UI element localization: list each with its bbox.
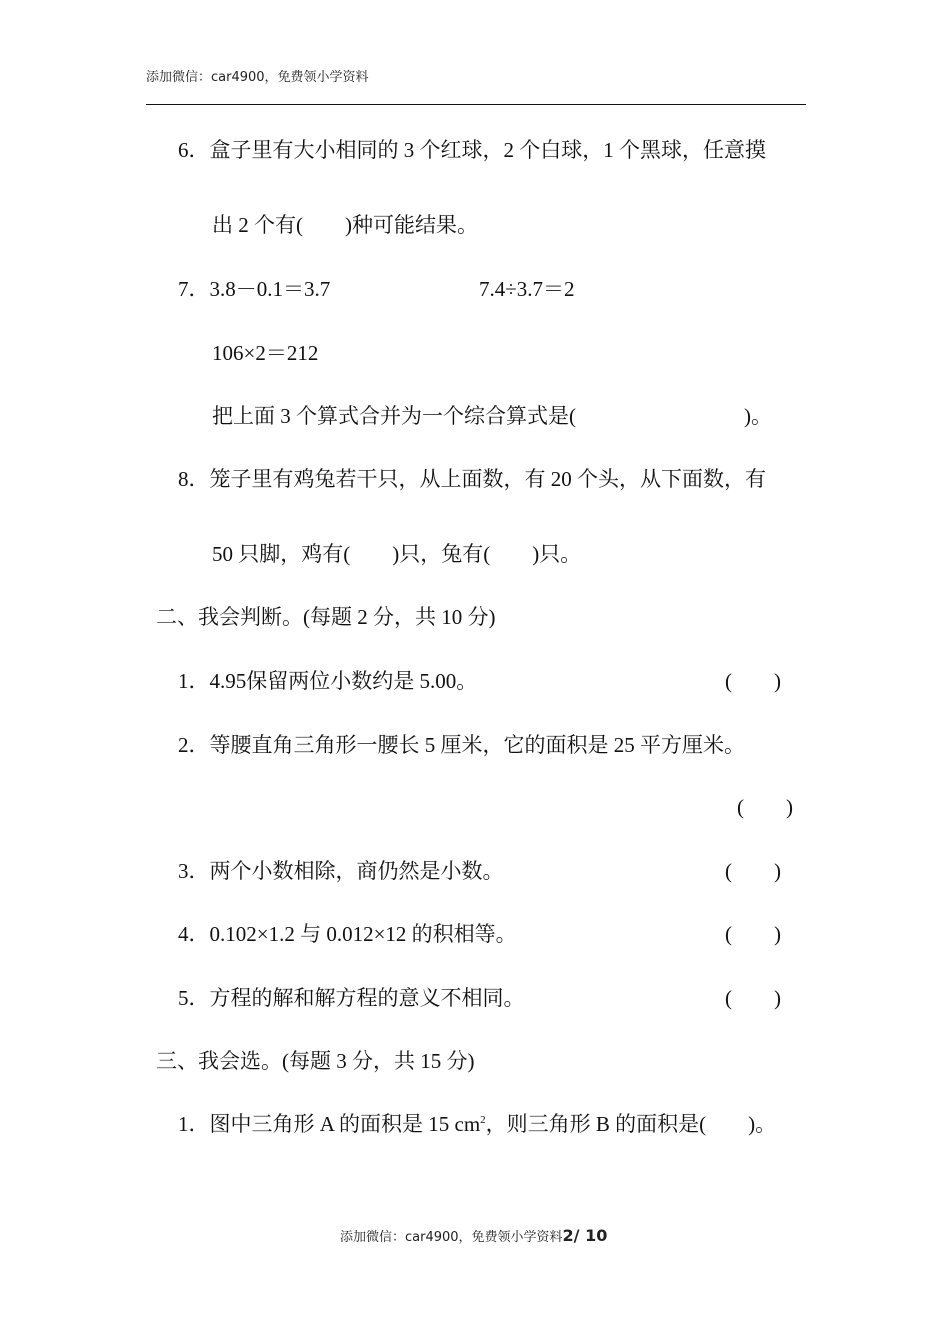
judge-item-2 bbox=[178, 729, 745, 759]
header-rule bbox=[146, 104, 806, 105]
question-7 bbox=[178, 273, 330, 303]
section-3-title: 三、我会选。(每题 3 分，共 15 分) bbox=[156, 1049, 475, 1073]
footer bbox=[340, 1226, 607, 1245]
question-text: 4.95保留两位小数约是 5.00。 bbox=[209, 669, 478, 693]
equation-2: 7.4÷3.7＝2 bbox=[479, 277, 575, 301]
question-number: 1． bbox=[178, 669, 210, 693]
question-text: 方程的解和解方程的意义不相同。 bbox=[209, 986, 525, 1010]
question-number: 5． bbox=[178, 986, 210, 1010]
judge-item-5 bbox=[178, 982, 525, 1012]
question-number: 4． bbox=[178, 922, 210, 946]
question-number: 3． bbox=[178, 859, 210, 883]
question-number: 6． bbox=[178, 138, 210, 162]
choice-item-1 bbox=[178, 1108, 776, 1138]
section-2-title: 二、我会判断。(每题 2 分，共 10 分) bbox=[156, 605, 496, 629]
answer-bracket[interactable]: ( ) bbox=[725, 922, 781, 946]
answer-bracket[interactable]: ( ) bbox=[725, 669, 781, 693]
question-text: 等腰直角三角形一腰长 5 厘米，它的面积是 25 平方厘米。 bbox=[209, 733, 745, 757]
question-number: 8． bbox=[178, 467, 210, 491]
question-text: 盒子里有大小相同的 3 个红球，2 个白球，1 个黑球，任意摸 bbox=[209, 138, 766, 162]
answer-bracket[interactable]: ( ) bbox=[725, 986, 781, 1010]
superscript: 2 bbox=[480, 1114, 486, 1126]
question-7-prompt: 把上面 3 个算式合并为一个综合算式是( )。 bbox=[212, 404, 772, 428]
question-text: 两个小数相除，商仍然是小数。 bbox=[209, 859, 504, 883]
question-number: 7． bbox=[178, 277, 210, 301]
judge-item-4 bbox=[178, 918, 517, 948]
question-text: 笼子里有鸡兔若干只，从上面数，有 20 个头，从下面数，有 bbox=[209, 467, 766, 491]
answer-bracket[interactable]: ( ) bbox=[725, 859, 781, 883]
equation-3: 106×2＝212 bbox=[212, 341, 319, 365]
question-6 bbox=[178, 134, 766, 164]
question-number: 2． bbox=[178, 733, 210, 757]
footer-text: 添加微信：car4900，免费领小学资料 bbox=[340, 1230, 563, 1245]
header-text: 添加微信：car4900，免费领小学资料 bbox=[146, 70, 369, 85]
page-number: 2/ 10 bbox=[562, 1226, 608, 1245]
equation-1: 3.8－0.1＝3.7 bbox=[209, 277, 331, 301]
question-8 bbox=[178, 463, 766, 493]
answer-bracket[interactable]: ( ) bbox=[737, 795, 793, 819]
question-6-line2: 出 2 个有( )种可能结果。 bbox=[212, 213, 478, 237]
judge-item-3 bbox=[178, 855, 504, 885]
question-text: ，则三角形 B 的面积是( )。 bbox=[485, 1112, 777, 1136]
question-number: 1． bbox=[178, 1112, 210, 1136]
judge-item-1 bbox=[178, 665, 477, 695]
question-text: 图中三角形 A 的面积是 15 cm bbox=[209, 1112, 481, 1136]
question-text: 0.102×1.2 与 0.012×12 的积相等。 bbox=[209, 922, 517, 946]
question-8-line2: 50 只脚，鸡有( )只，兔有( )只。 bbox=[212, 542, 582, 566]
